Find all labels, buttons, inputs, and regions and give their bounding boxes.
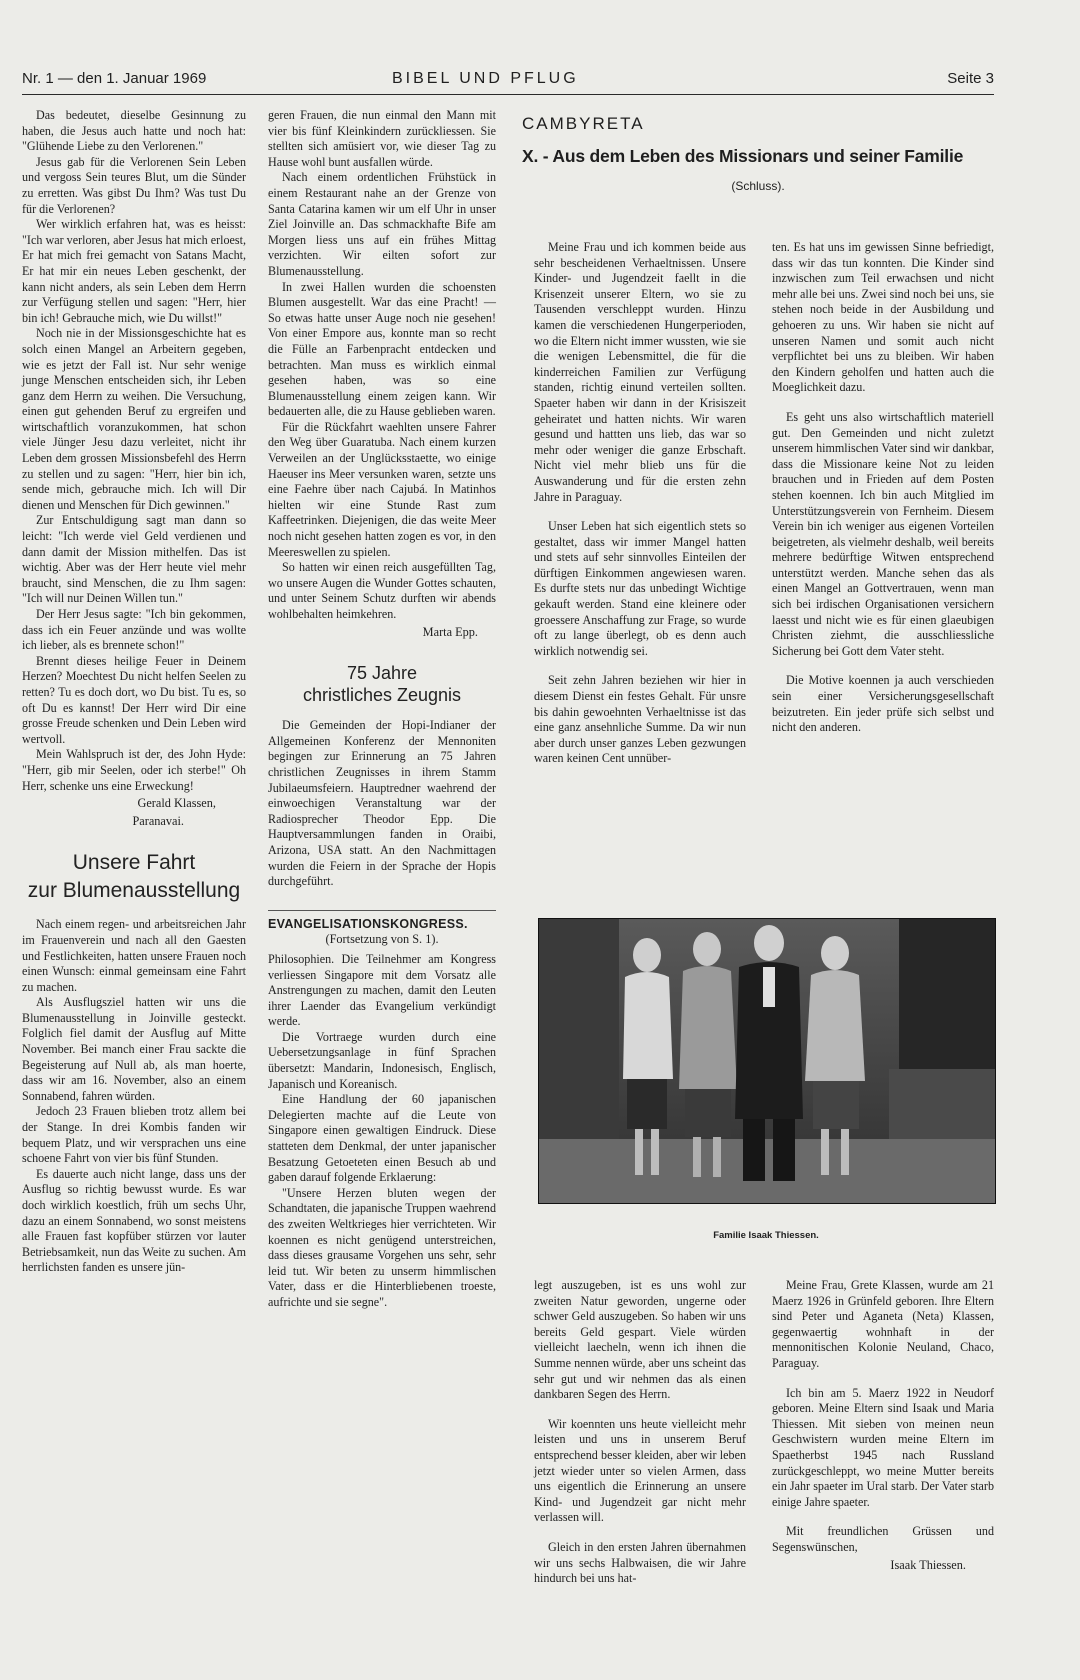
article-paragraph: Seit zehn Jahren beziehen wir hier in diesem Dienst ein festes Gehalt. Für unsre bis dahin gewoehnten Verhaeltnisse ist das eine ganz ansehnliche Summe. Da wir nun aber durch unser ganzes Leben gezwungen waren keinen Cent unnüber-: [534, 673, 746, 766]
article-paragraph: Wer wirklich erfahren hat, was es heisst: "Ich war verloren, aber Jesus hat mich erloest, Er hat mich frei gemacht von Satans Macht, Er hat mir ein neues Leben geschenkt, der kann nicht anders, als sein Leben dem Herrn zur Verfügung stellen und sagen: "Herr, hier bin ich! Gebrauche mich, wie Du willst!": [22, 217, 246, 325]
article-paragraph: Meine Frau und ich kommen beide aus sehr bescheidenen Verhaeltnissen. Unsere Kinder- und Jugendzeit faellt in die Krisenzeit unserer Eltern, wo sie zu Tausenden verschleppt wurden. Hinzu kamen die verschiedenen Hungerperioden, wo die Eltern nicht immer wussten, wie sie die wenigen Lebensmittel, die für die kinderreichen Familien zur Verfügung standen, richtig einund verteilen sollten. Spaeter haben wir dann in der Krisiszeit geheiratet und hatten nichts. Wir waren gesund und hattten uns lieb, das war so mehr oder weniger die ganze Erbschaft. Nicht viel mehr blieb uns für die Auswanderung und für die ersten zehn Jahre in Paraguay.: [534, 240, 746, 504]
family-photo: [538, 918, 996, 1204]
article-paragraph: Noch nie in der Missionsgeschichte hat es solch einen Mangel an Arbeitern gegeben, wie es jetzt der Fall ist. Nur sehr wenige junge Menschen entscheiden sich, ihr Leben ganz dem Herrn zu weihen. Die Versuchung, einen gut gehenden Beruf zu ergreifen und wirtschaftlich voranzukommen, hat schon viele Jünger Jesu dazu verleitet, nicht ihr Leben dem grossen Missionsbefehl des Herrn zu stellen und zu sagen: "Herr, hier bin ich, sende mich, gebrauche mich. Ich will Dir dienen und Menschen für Dich gewinnen.": [22, 326, 246, 512]
article-paragraph: Die Motive koennen ja auch verschieden sein einer Versicherungsgesellschaft beizutreten. Ein jeder prüfe sich selbst und nicht den anderen.: [772, 673, 994, 735]
article-paragraph: Mein Wahlspruch ist der, des John Hyde: "Herr, gib mir Seelen, oder ich sterbe!" Oh Herr, schenke uns eine Erweckung!: [22, 747, 246, 793]
article-paragraph: Eine Handlung der 60 japanischen Delegierten machte auf die Leute von Singapore einen gewaltigen Eindruck. Diese statteten dem Denkmal, der unter japanischer Besatzung Getoeteten einen Besuch ab und gaben darauf folgende Erklaerung:: [268, 1092, 496, 1185]
author-place: Paranavai.: [132, 813, 184, 828]
article-title: christliches Zeugnis: [302, 685, 462, 706]
article-paragraph: Zur Entschuldigung sagt man dann so leicht: "Ich werde viel Geld verdienen und dann damit der Mission mithelfen. Das ist wichtig. Aber was der Herr heute viel mehr braucht, sind Menschen, die zu Ihm sagen: "Ich will nur Deinen Willen tun.": [22, 513, 246, 606]
article-paragraph: Jedoch 23 Frauen blieben trotz allem bei der Stange. In drei Kombis fanden wir bequem Platz, und wir versprachen uns eine schoene Fahrt von vier bis fünf Stunden.: [22, 1104, 246, 1166]
family-photo-image: [539, 919, 995, 1203]
article-paragraph: Jesus gab für die Verlorenen Sein Leben und vergoss Sein teures Blut, um die Sünder zu erretten. Was gibst Du Ihm? Was tust Du für die Verlorenen?: [22, 154, 246, 216]
author-name: Isaak Thiessen.: [890, 1557, 966, 1572]
column-3-lower: [534, 1278, 746, 1587]
article-paragraph: Brennt dieses heilige Feuer in Deinem Herzen? Moechtest Du nicht helfen Seelen zu retten? Tu es doch dort, wo Du bist. Tu es, so oft Du es kannst! Der Herr wird Dir eine grosse Freude schenken und Dein Leben wird wertvoll.: [22, 653, 246, 746]
column-3: [534, 240, 746, 767]
article-paragraph: Gleich in den ersten Jahren übernahmen wir uns sechs Halbwaisen, die wir Jahre hindurch bei uns hat-: [534, 1539, 746, 1586]
article-paragraph: geren Frauen, die nun einmal den Mann mit vier bis fünf Kleinkindern zurückliessen. Sie stellten sich amüsiert vor, wie dieser Tag zu Hause wohl bunt ausfallen würde.: [268, 108, 496, 169]
author-name: Gerald Klassen,: [137, 796, 216, 811]
article-paragraph: So hatten wir einen reich ausgefüllten Tag, wo unsere Augen die Wunder Gottes schauten, und unter Seinem Schutz durften wir abends wohlbehalten heimkehren.: [268, 560, 496, 621]
article-paragraph: Nach einem ordentlichen Frühstück in einem Restaurant nahe an der Grenze von Santa Catarina kamen wir um elf Uhr in unser Ziel Joinville an. Das schmackhafte Bife am Morgen liess uns auf ein frühes Mittag verzichten. Wir eilten sofort zur Blumenausstellung.: [268, 170, 496, 278]
issue-date: Nr. 1 — den 1. Januar 1969: [22, 70, 207, 87]
author-name: Marta Epp.: [422, 624, 478, 639]
newspaper-title: BIBEL UND PFLUG: [392, 70, 579, 87]
article-paragraph: Als Ausflugsziel hatten wir uns die Blumenausstellung in Joinville gesteckt. Folglich fiel damit der Ausflug auf Mitte November. Bei manch einer Frau sackte die Begeisterung auf Null ab, als man hoerte, dass wir am 16. November, also an einem Sonnabend, fahren würden.: [22, 995, 246, 1103]
article-subtitle: (Fortsetzung von S. 1).: [325, 932, 439, 947]
page-header: [22, 68, 994, 95]
article-title: EVANGELISATIONSKONGRESS.: [268, 910, 496, 933]
article-paragraph: Philosophien. Die Teilnehmer am Kongress verliessen Singapore mit dem Vorsatz alle Anstrengungen zu machen, damit den Leuten ihrer Laender das Evangelium verkündigt werde.: [268, 951, 496, 1029]
article-paragraph: Der Herr Jesus sagte: "Ich bin gekommen, dass ich ein Feuer anzünde und was wollte ich lieber, als es brennete schon!": [22, 607, 246, 653]
page-number: Seite 3: [947, 70, 994, 87]
article-kicker: CAMBYRETA: [522, 114, 645, 133]
column-4: [772, 240, 994, 736]
article-paragraph: Wir koennten uns heute vielleicht mehr leisten und uns in unserem Beruf entsprechend besser kleiden, aber wir leben jetzt wieder unter so vielen Armen, dass uns eigentlich die Erinnerung an unsere Kind- und Jugendzeit gar nicht mehr verlassen will.: [534, 1416, 746, 1525]
article-paragraph: "Unsere Herzen bluten wegen der Schandtaten, die japanische Truppen waehrend des zweiten Weltkrieges hier verrichteten. Wir koennen es nicht genügend unterstreichen, dass dieses grausame Vorgehen uns sehr, sehr leid tut. Wir beten zu unserm himmlischen Vater, dass er die Hinterbliebenen troeste, aufrichte und sie segne".: [268, 1185, 496, 1309]
article-paragraph: legt auszugeben, ist es uns wohl zur zweiten Natur geworden, ungerne oder schwer Geld auszugeben. So haben wir uns bereits Geld gespart. Viele würden vielleicht laecheln, wenn ich ihnen die Summe nennen würde, aber uns scheint das sehr gut und wir nehmen das als einen dankbaren Segen des Herrn.: [534, 1278, 746, 1402]
article-paragraph: Mit freundlichen Grüssen und Segenswünschen,: [772, 1524, 994, 1554]
article-paragraph: Ich bin am 5. Maerz 1922 in Neudorf geboren. Meine Eltern sind Isaak und Maria Thiessen. Mit sieben von meinen neun Geschwistern wurden meine Eltern im Spaetherbst 1945 nach Russland zurückgeschleppt, wo meine Mutter bereits ein Jahr spaeter im Ural starb. Der Vater starb einige Jahre spaeter.: [772, 1385, 994, 1509]
article-subtitle: (Schluss).: [731, 179, 785, 193]
article-paragraph: Nach einem regen- und arbeitsreichen Jahr im Frauenverein und nach all den Gaesten und Festlichkeiten, hatten unsere Frauen noch einen Wunsch: einmal gemeinsam eine Fahrt zu machen.: [22, 917, 246, 994]
article-title: zur Blumenausstellung: [27, 879, 241, 903]
column-1: [22, 108, 246, 1276]
article-paragraph: In zwei Hallen wurden die schoensten Blumen ausgestellt. War das eine Pracht! — So etwas hatte unser Auge noch nie gesehen! Von einer Empore aus, konnte man so recht die Fülle an Farbenpracht entdecken und betrachten. Man muss es wirklich einmal gesehen haben, was so eine Blumenausstellung einem zeigen kann. Wir bedauerten alle, die zu Hause geblieben waren.: [268, 279, 496, 419]
column-2: [268, 108, 496, 1311]
article-paragraph: Die Gemeinden der Hopi-Indianer der Allgemeinen Konferenz der Mennoniten begingen zur Erinnerung an 75 Jahren christlichen Zeugnisses in ihrem Stamm Jubilaeumsfeiern. Hauptredner waehrend der einwoechigen Veranstaltung war der Radiosprecher Theodor Epp. Die Hauptversammlungen fanden in Oraibi, Arizona, USA statt. An den Nachmittagen wurden die Feiern in der Sprache der Hopis durchgeführt.: [268, 718, 496, 889]
photo-caption: Familie Isaak Thiessen.: [713, 1230, 819, 1241]
article-title: Unsere Fahrt: [72, 851, 196, 875]
article-paragraph: Für die Rückfahrt waehlten unsere Fahrer den Weg über Guaratuba. Nach einem kurzen Verweilen an der Unglücksstaette, wo einige Haeuser ins Meer versunken waren, setzte uns eine Faehre über nach Cajubá. In Matinhos hielten wir eine Stunde Rast zum Kaffeetrinken. Diejenigen, die das weite Meer noch nicht gesehen hatten zogen es vor, in den Meereswellen zu spielen.: [268, 419, 496, 559]
article-paragraph: ten. Es hat uns im gewissen Sinne befriedigt, dass wir das tun konnten. Die Kinder sind inzwischen zum Teil erwachsen und nicht mehr alle bei uns. Zwei sind noch bei uns, sie stehen noch beide in der Ausbildung und gehoeren zu uns. Wir haben sie nicht auf unseren Namen und somit auch nicht verpflichtet bei uns zu bleiben. Wir haben den Kindern geholfen und hatten auch die Moeglichkeit dazu.: [772, 240, 994, 395]
article-paragraph: Meine Frau, Grete Klassen, wurde am 21 Maerz 1926 in Grünfeld geboren. Ihre Eltern sind Peter und Aganeta (Neta) Klassen, gegenwaertig wohnhaft in der mennonitischen Kolonie Neuland, Chaco, Paraguay.: [772, 1278, 994, 1370]
right-article-header: [522, 114, 994, 197]
article-paragraph: Unser Leben hat sich eigentlich stets so gestaltet, dass wir immer Mangel hatten und stets auf sehr sinnvolles Einteilen der dürftigen Einkommen angewiesen waren. Es durfte stets nur das unbedingt Wichtige gekauft werden. Stand eine kleinere oder groessere Anschaffung zur Frage, so wurde oft zu lange überlegt, ob es denn auch wirklich notwendig sei.: [534, 519, 746, 658]
article-title: 75 Jahre: [346, 663, 418, 684]
column-4-lower: [772, 1278, 994, 1573]
article-paragraph: Es geht uns also wirtschaftlich materiell gut. Den Gemeinden und nicht zuletzt unserem himmlischen Vater sind wir dankbar, dass die Missionare keine Not zu leiden brauchen und in Frieden auf dem Posten stehen koennen. Ich bin auch Mitglied im Unterstützungsverein von Fernheim. Diesem Verein bin ich weniger aus eigenen Vorteilen beigetreten, als vielmehr deshalb, weil bereits mehrere bedürftige Witwen entsprechend unterstützt werden. Manche sehen das als einen Mangel an Gottvertrauen, wenn man sich bei irdischen Organisationen versichern laesst und nicht wie es für einen glaeubigen Christen ziehmt, die ausschliessliche Sicherung bei Gott dem Vater steht.: [772, 409, 994, 658]
article-paragraph: Es dauerte auch nicht lange, dass uns der Ausflug so richtig bewusst wurde. Es war doch wirklich koestlich, früh um sechs Uhr, dazu an einem Sonnabend, wo sonst meistens alle Frauen fast kopfüber stürzen vor lauter Betriebsamkeit, nun das Weite zu suchen. Am herrlichsten fanden es unsere jün-: [22, 1166, 246, 1275]
article-paragraph: Das bedeutet, dieselbe Gesinnung zu haben, die Jesus auch hatte und noch hat: "Glühende Liebe zu den Verlorenen.": [22, 108, 246, 154]
article-title: X. - Aus dem Leben des Missionars und seiner Familie: [522, 146, 964, 166]
article-paragraph: Die Vortraege wurden durch eine Uebersetzungsanlage in fünf Sprachen übersetzt: Mandarin, Indonesisch, Englisch, Japanisch und Koreanisch.: [268, 1029, 496, 1091]
